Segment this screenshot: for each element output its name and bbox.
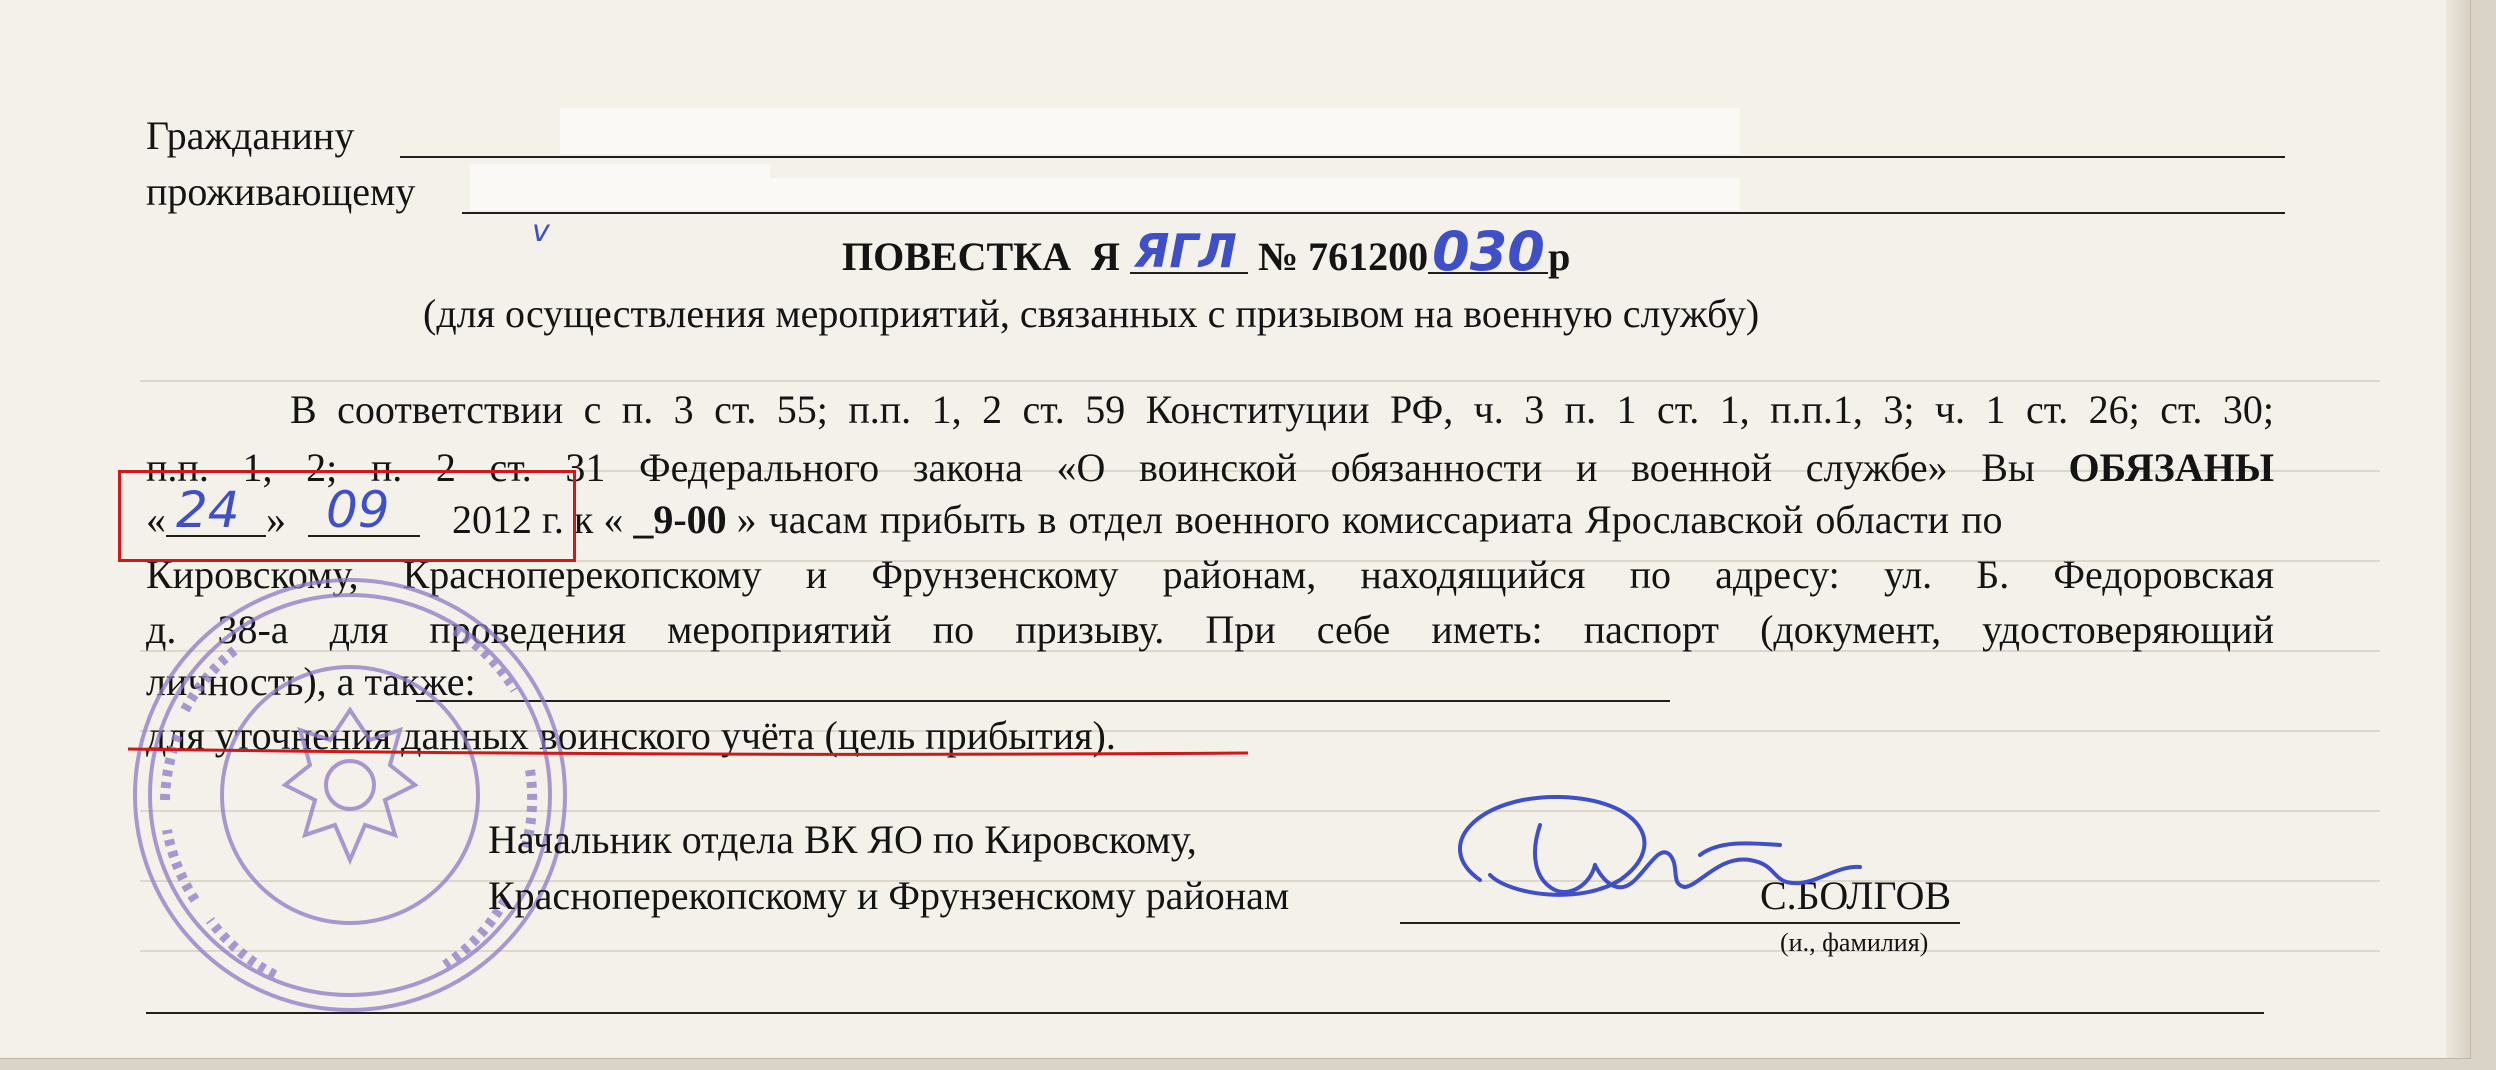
redacted-address-part2 xyxy=(730,178,1740,210)
paragraph-line-2-text: п.п. 1, 2; п. 2 ст. 31 Федерального закона «О воинской обязанности и военной службе» Вы xyxy=(146,448,2035,490)
day-close-quote: » xyxy=(266,497,286,542)
number-suffix-field xyxy=(1428,220,1548,283)
obliged-word: ОБЯЗАНЫ xyxy=(2068,448,2274,490)
signatory-position-line-2: Красноперекопскому и Фрунзенскому районам xyxy=(488,873,1290,918)
addressee-underline xyxy=(400,156,2285,158)
redacted-name xyxy=(560,108,1740,154)
document-title xyxy=(842,220,1571,283)
signatory-name: С.БОЛГОВ xyxy=(1760,873,1952,918)
handwritten-month: 09 xyxy=(326,481,390,539)
paper-edge xyxy=(2446,0,2470,1058)
signatory-position-line-1: Начальник отдела ВК ЯО по Кировскому, xyxy=(488,817,1197,862)
number-sign: № xyxy=(1257,234,1299,279)
date-highlight-box xyxy=(118,470,576,562)
handwritten-number-suffix: 030 xyxy=(1432,220,1545,283)
document-subtitle: (для осуществления мероприятий, связанных с призывом на военную службу) xyxy=(423,291,1760,336)
handwritten-day: 24 xyxy=(176,481,240,539)
official-stamp xyxy=(125,570,575,1020)
paragraph-line-3-rest: » часам прибыть в отдел военного комиссариата Ярославской области по xyxy=(736,497,2003,542)
year-text: 2012 г. к « xyxy=(452,497,624,542)
paragraph-line-1: В соответствии с п. 3 ст. 55; п.п. 1, 2 ст. 59 Конституции РФ, ч. 3 п. 1 ст. 1, п.п.1, 3; ч. 1 ст. 26; ст. 30; xyxy=(290,390,2274,432)
bottom-rule xyxy=(146,1012,2264,1014)
redacted-address-part1 xyxy=(470,164,770,210)
handwritten-signature xyxy=(1420,785,1900,935)
paragraph-line-6-text: личность), а также: xyxy=(146,659,476,704)
summons-number: 761200 xyxy=(1308,234,1429,279)
addressee-label: Гражданину xyxy=(146,113,355,158)
residence-underline xyxy=(462,212,2285,214)
title-word: ПОВЕСТКА xyxy=(842,234,1072,279)
paragraph-line-4: Кировскому, Красноперекопскому и Фрунзенскому районам, находящийся по адресу: ул. Б. Федоровская xyxy=(146,555,2274,597)
signatory-name-hint: (и., фамилия) xyxy=(1780,928,1929,957)
purpose-red-underline xyxy=(128,745,1248,759)
handwritten-series: ЯГЛ xyxy=(1133,224,1237,278)
arrival-time: _9-00 xyxy=(633,497,727,542)
day-open-quote: « xyxy=(146,497,166,542)
paragraph-line-5: д. 38-а для проведения мероприятий по призыву. При себе иметь: паспорт (документ, удостоверяющий xyxy=(146,610,2274,652)
series-field xyxy=(1130,224,1248,278)
residence-label: проживающему xyxy=(146,169,416,214)
number-suffix: р xyxy=(1548,234,1571,279)
paragraph-line-7: для уточнения данных воинского учёта (цель прибытия). xyxy=(146,713,1116,758)
also-underline xyxy=(416,700,1670,702)
series-prefix: Я xyxy=(1091,234,1120,279)
ink-mark: v xyxy=(532,214,550,249)
